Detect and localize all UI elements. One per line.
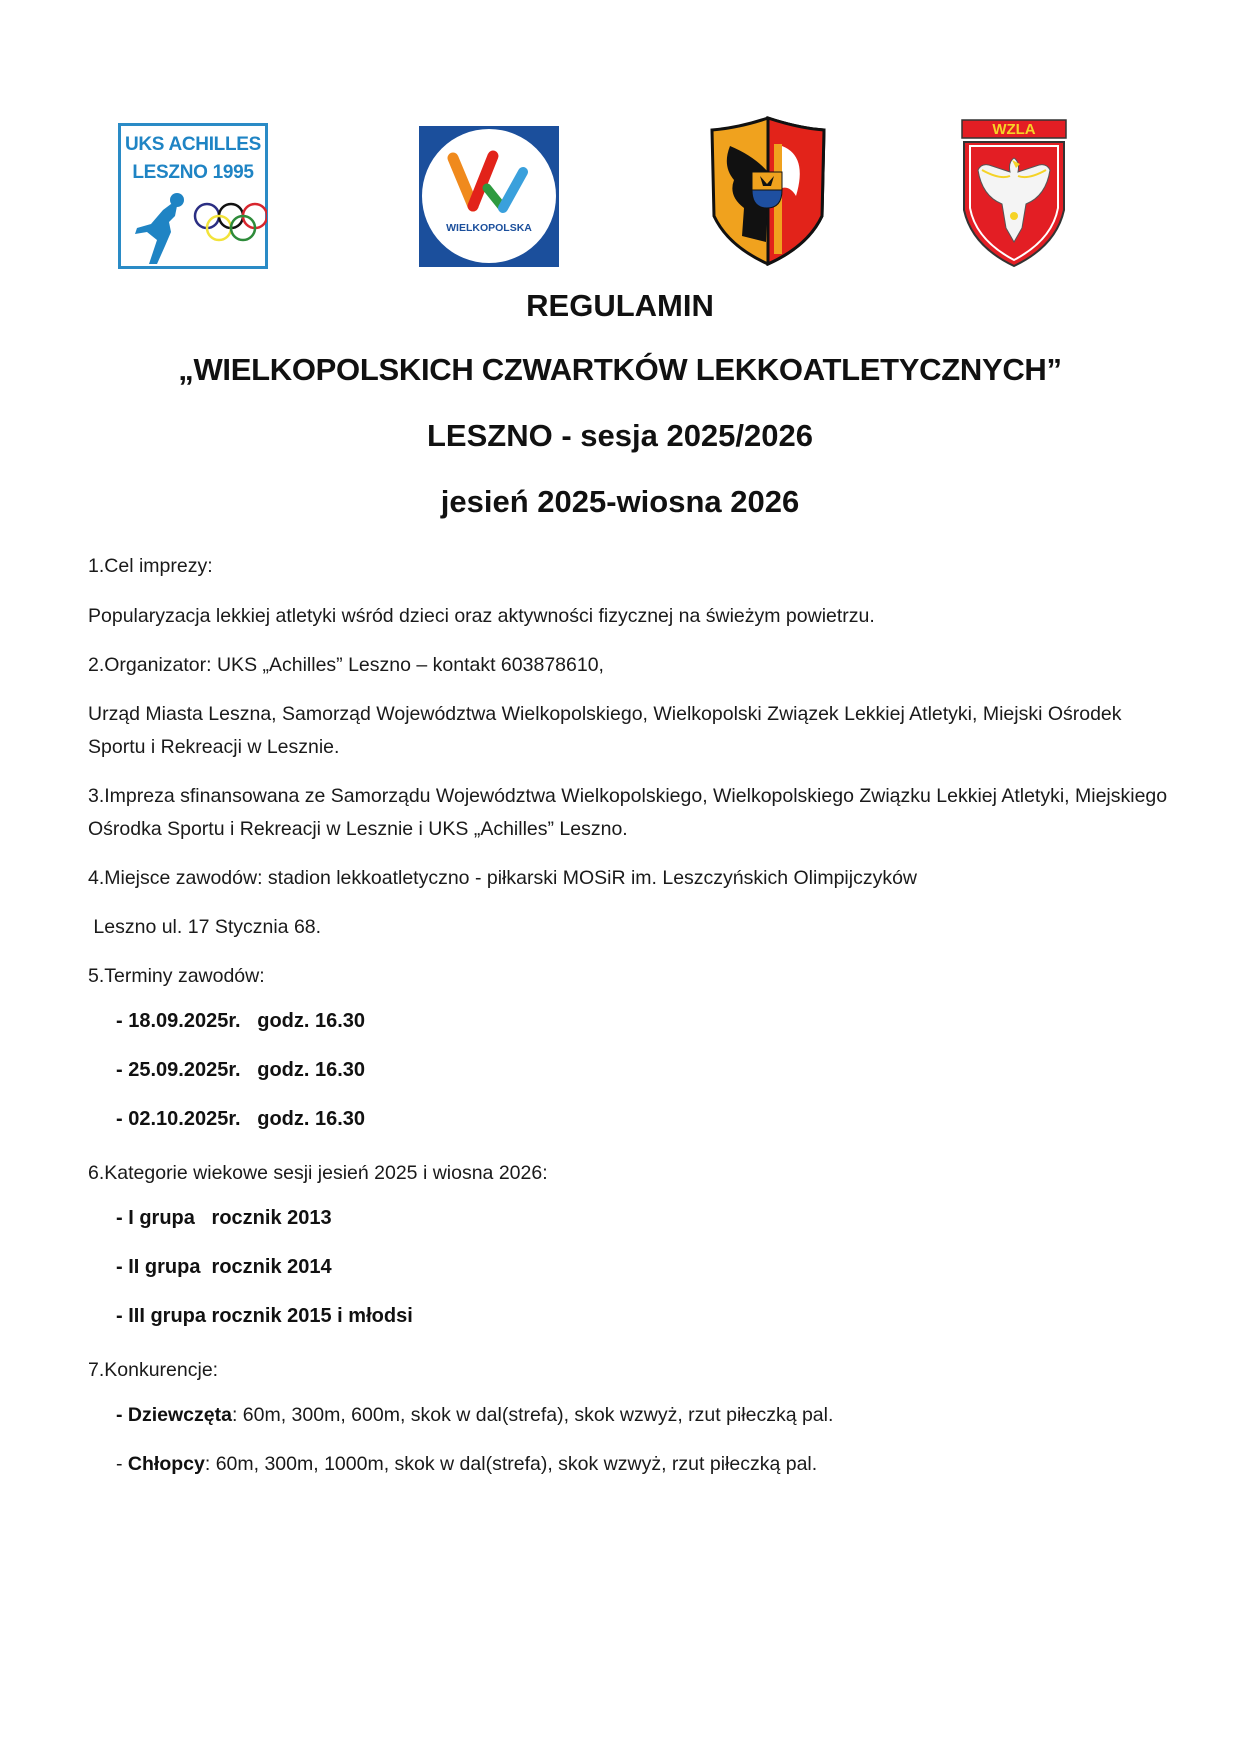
- boys-prefix: -: [116, 1453, 128, 1475]
- season-title: jesień 2025-wiosna 2026: [440, 484, 800, 519]
- wielkopolska-logo: [419, 126, 559, 267]
- age-group-item: - I grupa rocznik 2013: [116, 1207, 332, 1229]
- leszno-coat-icon: [708, 116, 828, 266]
- boys-events-item: [116, 1453, 817, 1476]
- section-2-heading: 2.Organizator: UKS „Achilles” Leszno – kontakt 603878610,: [88, 654, 604, 676]
- section-4-address: Leszno ul. 17 Stycznia 68.: [88, 916, 322, 938]
- section-1-heading: 1.Cel imprezy:: [88, 555, 213, 577]
- event-name-title: „WIELKOPOLSKICH CZWARTKÓW LEKKOATLETYCZNYCH”: [178, 352, 1062, 387]
- section-3-text: 3.Impreza sfinansowana ze Samorządu Województwa Wielkopolskiego, Wielkopolskiego Związku Lekkiej Atletyki, Miejskiego Ośrodka Sportu i Rekreacji w Lesznie i UKS „Achilles” Leszno.: [88, 785, 1168, 840]
- wzla-label: WZLA: [992, 121, 1036, 138]
- section-7-heading: 7.Konkurencje:: [88, 1359, 219, 1381]
- uks-logo-line1: UKS ACHILLES: [124, 134, 262, 155]
- section-6-heading: 6.Kategorie wiekowe sesji jesień 2025 i wiosna 2026:: [88, 1162, 548, 1184]
- girls-events: : 60m, 300m, 600m, skok w dal(strefa), skok wzwyż, rzut piłeczką pal.: [231, 1404, 834, 1426]
- leszno-coat-of-arms: [708, 116, 828, 266]
- session-title: LESZNO - sesja 2025/2026: [426, 418, 813, 453]
- document-title: REGULAMIN: [526, 288, 714, 323]
- section-1-text: Popularyzacja lekkiej atletyki wśród dzieci oraz aktywności fizycznej na świeżym powietrzu.: [88, 605, 875, 627]
- uks-achilles-logo: [118, 123, 268, 269]
- age-group-item: - III grupa rocznik 2015 i młodsi: [116, 1305, 413, 1327]
- girls-label: - Dziewczęta: [116, 1404, 232, 1426]
- date-item: - 25.09.2025r. godz. 16.30: [116, 1059, 366, 1081]
- runner-olympic-rings-icon: [127, 190, 267, 266]
- age-group-item: - II grupa rocznik 2014: [116, 1256, 332, 1278]
- wzla-eagle-shield-icon: [960, 118, 1068, 268]
- date-item: - 02.10.2025r. godz. 16.30: [116, 1108, 366, 1130]
- w-brush-icon: [447, 148, 531, 218]
- uks-logo-line2: LESZNO 1995: [132, 162, 254, 183]
- boys-events: : 60m, 300m, 1000m, skok w dal(strefa), skok wzwyż, rzut piłeczką pal.: [204, 1453, 818, 1475]
- date-item: - 18.09.2025r. godz. 16.30: [116, 1010, 366, 1032]
- wielkopolska-label: WIELKOPOLSKA: [446, 222, 532, 234]
- girls-events-item: [116, 1404, 833, 1427]
- section-2-text: Urząd Miasta Leszna, Samorząd Województwa Wielkopolskiego, Wielkopolski Związek Lekkiej Atletyki, Miejski Ośrodek Sportu i Rekreacji w Lesznie.: [88, 703, 1122, 758]
- boys-label: Chłopcy: [127, 1453, 205, 1475]
- section-4-text: 4.Miejsce zawodów: stadion lekkoatletyczno - piłkarski MOSiR im. Leszczyńskich Olimpijczyków: [88, 867, 918, 889]
- wzla-logo: [960, 118, 1068, 268]
- section-5-heading: 5.Terminy zawodów:: [88, 965, 265, 987]
